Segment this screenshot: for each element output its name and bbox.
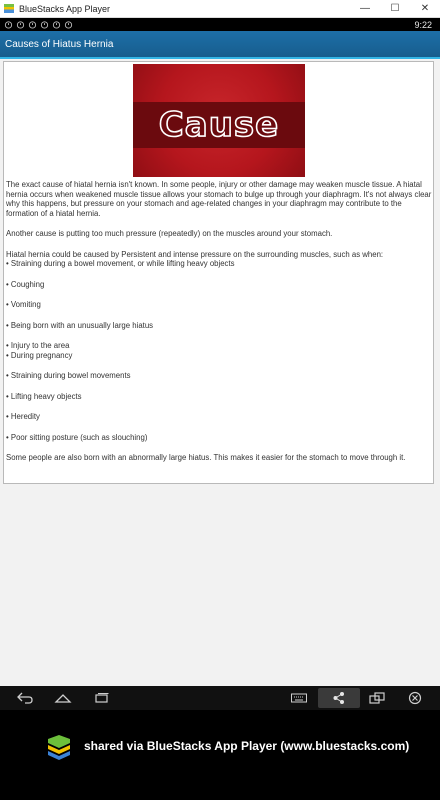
hero-word: Cause: [158, 105, 280, 145]
notification-icons: [4, 20, 414, 29]
close-app-button[interactable]: [400, 686, 430, 710]
notification-alarm-icon: [4, 20, 13, 29]
article-text: [6, 180, 432, 463]
keyboard-icon: [290, 692, 308, 704]
paragraph-intro: The exact cause of hiatal hernia isn't known. In some people, injury or other damage may weaken muscle tissue. A hiatal hernia occurs when weakened muscle tissue allows your stomach to bulge up through your diaphragm. It's not always clear why this happens, but pressure on your stomach and age-related changes in your diaphragm may contribute to the formation of a hiatal hernia.: [6, 180, 432, 218]
paragraph-pressure: Another cause is putting too much pressure (repeatedly) on the muscles around your stomach.: [6, 229, 333, 238]
notification-alarm-icon: [16, 20, 25, 29]
hero-image: [133, 64, 305, 177]
navigation-bar: [0, 686, 440, 710]
article-card: [3, 61, 434, 484]
status-bar: [0, 18, 440, 31]
spacer: [6, 289, 432, 300]
recent-apps-icon: [92, 692, 110, 704]
spacer: [6, 381, 432, 392]
spacer: [6, 330, 432, 341]
list-item: • Straining during a bowel movement, or while lifting heavy objects: [6, 259, 235, 268]
content-area[interactable]: [0, 59, 440, 686]
list-item: • Straining during bowel movements: [6, 371, 131, 380]
back-button[interactable]: [10, 686, 40, 710]
notification-alarm-icon: [52, 20, 61, 29]
action-bar: [0, 31, 440, 59]
list-item: • Injury to the area: [6, 341, 70, 350]
minimize-button[interactable]: —: [360, 3, 370, 14]
paragraph-causes-intro: Hiatal hernia could be caused by Persistent and intense pressure on the surrounding muscles, such as when:: [6, 249, 384, 259]
close-app-icon: [408, 691, 422, 705]
window-title: BlueStacks App Player: [19, 3, 111, 14]
notification-alarm-icon: [28, 20, 37, 29]
bluestacks-logo-icon: [3, 3, 15, 15]
share-button[interactable]: [324, 686, 354, 710]
bluestacks-logo-icon: [45, 734, 73, 762]
paragraph-born-large-hiatus: Some people are also born with an abnormally large hiatus. This makes it easier for the stomach to move through it.: [6, 453, 406, 462]
home-icon: [54, 692, 72, 704]
home-button[interactable]: [48, 686, 78, 710]
maximize-button[interactable]: ☐: [390, 3, 400, 14]
list-item: • Vomiting: [6, 300, 41, 309]
keyboard-button[interactable]: [284, 686, 314, 710]
spacer: [6, 401, 432, 412]
footer-text: shared via BlueStacks App Player (www.bluestacks.com): [84, 739, 410, 753]
status-clock: 9:22: [414, 19, 432, 30]
list-item: • During pregnancy: [6, 350, 73, 360]
window-titlebar: [0, 0, 440, 18]
spacer: [6, 422, 432, 433]
close-window-button[interactable]: ✕: [420, 3, 430, 14]
screen-rotate-button[interactable]: [362, 686, 392, 710]
share-footer: [0, 710, 440, 800]
spacer: [6, 218, 432, 229]
share-icon: [332, 691, 346, 705]
list-item: • Coughing: [6, 279, 45, 289]
list-item: • Heredity: [6, 412, 40, 421]
window-controls: [350, 0, 440, 17]
spacer: [6, 239, 432, 250]
spacer: [6, 442, 432, 453]
spacer: [6, 310, 432, 321]
list-item: • Poor sitting posture (such as slouching): [6, 432, 148, 442]
list-item: • Lifting heavy objects: [6, 391, 82, 401]
back-icon: [16, 692, 34, 704]
spacer: [6, 269, 432, 280]
notification-alarm-icon: [64, 20, 73, 29]
list-item: • Being born with an unusually large hiatus: [6, 320, 154, 330]
page-title: Causes of Hiatus Hernia: [5, 38, 114, 50]
notification-alarm-icon: [40, 20, 49, 29]
screen-rotate-icon: [368, 691, 386, 705]
spacer: [6, 360, 432, 371]
recent-apps-button[interactable]: [86, 686, 116, 710]
